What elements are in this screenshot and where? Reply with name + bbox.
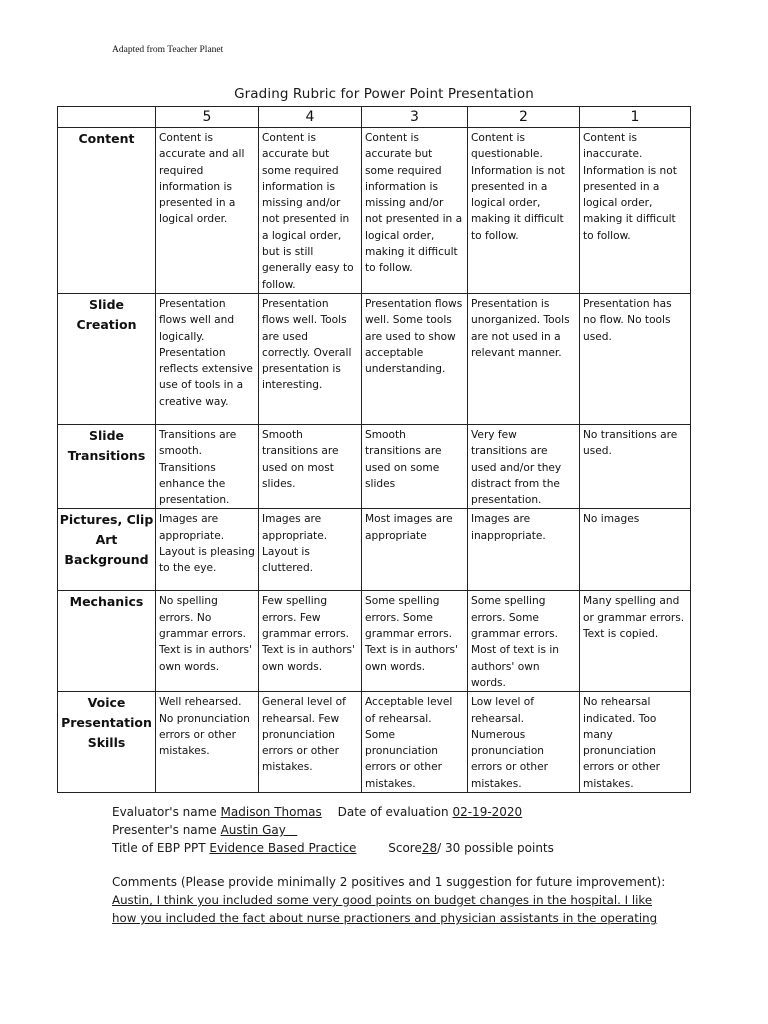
score-header-5: 5 [156, 107, 259, 128]
ppt-title-line [112, 839, 692, 857]
evaluator-name-field: Madison Thomas [220, 805, 322, 819]
rubric-row-content [58, 128, 691, 294]
ppt-title-label: Title of EBP PPT [112, 841, 206, 855]
rubric-row-voice [58, 692, 691, 793]
rubric-cell: No spelling errors. No grammar errors. Text is in authors' own words. [156, 591, 259, 692]
evaluation-section [112, 803, 692, 927]
rubric-cell: Very few transitions are used and/or they distract from the presentation. [468, 424, 580, 508]
category-label: Pictures, Clip Art Background [58, 509, 156, 591]
rubric-cell: Some spelling errors. Some grammar errors. Most of text is in authors' own words. [468, 591, 580, 692]
rubric-cell: No rehearsal indicated. Too many pronunciation errors or other mistakes. [580, 692, 691, 793]
presenter-name-field: Austin Gay [220, 823, 286, 837]
rubric-row-pictures [58, 509, 691, 591]
rubric-cell: Images are inappropriate. [468, 509, 580, 591]
source-note: Adapted from Teacher Planet [112, 45, 224, 55]
comment-line: how you included the fact about nurse practioners and physician assistants in the operating [112, 911, 658, 925]
rubric-cell: Content is accurate but some required information is missing and/or not presented in a logical order, but is still generally easy to follow. [259, 128, 362, 294]
rubric-cell: Images are appropriate. Layout is pleasing to the eye. [156, 509, 259, 591]
rubric-cell: Smooth transitions are used on most slides. [259, 424, 362, 508]
category-label: Slide Creation [58, 293, 156, 424]
presenter-line [112, 821, 692, 839]
rubric-cell: Well rehearsed. No pronunciation errors or other mistakes. [156, 692, 259, 793]
rubric-cell: Transitions are smooth. Transitions enhance the presentation. [156, 424, 259, 508]
presenter-label: Presenter's name [112, 823, 217, 837]
rubric-cell: Some spelling errors. Some grammar errors. Text is in authors' own words. [362, 591, 468, 692]
category-label: Content [58, 128, 156, 294]
date-field: 02-19-2020 [452, 805, 523, 819]
evaluator-line [112, 803, 692, 821]
rubric-cell: Content is accurate and all required information is presented in a logical order. [156, 128, 259, 294]
rubric-title: Grading Rubric for Power Point Presentation [234, 86, 534, 102]
rubric-cell: No transitions are used. [580, 424, 691, 508]
rubric-cell: Presentation flows well and logically. Presentation reflects extensive use of tools in a creative way. [156, 293, 259, 424]
score-field: 28 [421, 841, 438, 855]
comments-label: Comments (Please provide minimally 2 positives and 1 suggestion for future improvement): [112, 875, 666, 889]
rubric-row-mechanics [58, 591, 691, 692]
category-label: Voice Presentation Skills [58, 692, 156, 793]
rubric-cell: Presentation has no flow. No tools used. [580, 293, 691, 424]
score-label: Score [388, 841, 422, 855]
rubric-cell: Presentation flows well. Tools are used correctly. Overall presentation is interesting. [259, 293, 362, 424]
rubric-cell: Few spelling errors. Few grammar errors. Text is in authors' own words. [259, 591, 362, 692]
blank-header-cell [58, 107, 156, 128]
rubric-cell: General level of rehearsal. Few pronunciation errors or other mistakes. [259, 692, 362, 793]
rubric-cell: No images [580, 509, 691, 591]
rubric-cell: Content is questionable. Information is not presented in a logical order, making it difficult to follow. [468, 128, 580, 294]
rubric-cell: Presentation is unorganized. Tools are not used in a relevant manner. [468, 293, 580, 424]
rubric-cell: Acceptable level of rehearsal. Some pronunciation errors or other mistakes. [362, 692, 468, 793]
rubric-cell: Content is accurate but some required information is missing and/or not presented in a logical order, making it difficult to follow. [362, 128, 468, 294]
rubric-cell: Images are appropriate. Layout is cluttered. [259, 509, 362, 591]
category-label: Mechanics [58, 591, 156, 692]
rubric-cell: Many spelling and or grammar errors. Text is copied. [580, 591, 691, 692]
score-header-1: 1 [580, 107, 691, 128]
rubric-cell: Smooth transitions are used on some slides [362, 424, 468, 508]
evaluator-label: Evaluator's name [112, 805, 217, 819]
date-label: Date of evaluation [337, 805, 449, 819]
score-header-3: 3 [362, 107, 468, 128]
score-header-row [58, 107, 691, 128]
comment-line: Austin, I think you included some very good points on budget changes in the hospital. I like [112, 893, 653, 907]
category-label: Slide Transitions [58, 424, 156, 508]
score-header-4: 4 [259, 107, 362, 128]
score-header-2: 2 [468, 107, 580, 128]
rubric-cell: Low level of rehearsal. Numerous pronunciation errors or other mistakes. [468, 692, 580, 793]
rubric-row-slide-transitions [58, 424, 691, 508]
rubric-table [57, 106, 691, 793]
ppt-title-field: Evidence Based Practice [209, 841, 357, 855]
rubric-cell: Most images are appropriate [362, 509, 468, 591]
rubric-cell: Content is inaccurate. Information is not presented in a logical order, making it difficult to follow. [580, 128, 691, 294]
rubric-row-slide-creation [58, 293, 691, 424]
score-suffix: / 30 possible points [437, 841, 554, 855]
rubric-cell: Presentation flows well. Some tools are used to show acceptable understanding. [362, 293, 468, 424]
